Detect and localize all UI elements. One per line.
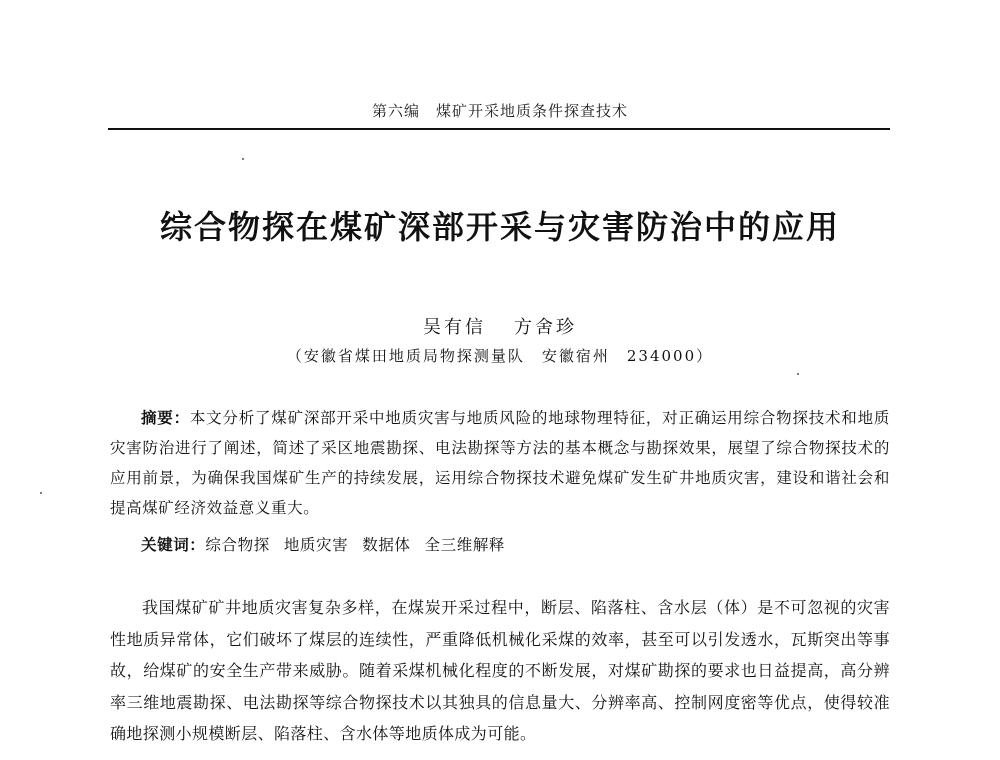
keyword: 地质灾害 — [283, 536, 349, 554]
header-rule — [108, 128, 890, 130]
body-paragraph: 我国煤矿矿井地质灾害复杂多样，在煤炭开采过程中，断层、陷落柱、含水层（体）是不可忽视的灾害性地质异常体，它们破坏了煤层的连续性，严重降低机械化采煤的效率，甚至可以引发透水，瓦斯突出等事故，给煤矿的安全生产带来威胁。随着采煤机械化程度的不断发展，对煤矿勘探的要求也日益提高，高分辨率三维地震勘探、电法勘探等综合物探技术以其独具的信息量大、分辨率高、控制网度密等优点，使得较准确地探测小规模断层、陷落柱、含水体等地质体成为可能。 — [110, 598, 890, 743]
running-header: 第六编 煤矿开采地质条件探查技术 — [371, 102, 628, 120]
abstract-label: 摘要： — [141, 409, 190, 427]
abstract — [110, 403, 890, 523]
keyword: 数据体 — [362, 536, 411, 554]
keyword: 综合物探 — [205, 536, 270, 554]
scan-speck — [40, 492, 42, 494]
author-list — [110, 313, 890, 339]
author-name: 方舍珍 — [514, 317, 577, 338]
scan-speck — [242, 158, 244, 160]
author-affiliation: （安徽省煤田地质局物探测量队 安徽宿州 234000） — [286, 347, 714, 365]
abstract-text: 本文分析了煤矿深部开采中地质灾害与地质风险的地球物理特征，对正确运用综合物探技术和地质灾害防治进行了阐述，简述了采区地震勘探、电法勘探等方法的基本概念与勘探效果，展望了综合物探技术的应用前景，为确保我国煤矿生产的持续发展，运用综合物探技术避免煤矿发生矿井地质灾害，建设和谐社会和提高煤矿经济效益意义重大。 — [110, 409, 890, 517]
keywords — [110, 533, 890, 555]
keyword: 全三维解释 — [424, 536, 506, 554]
author-name: 吴有信 — [423, 317, 486, 338]
keywords-label: 关键词： — [141, 536, 206, 554]
article-title: 综合物探在煤矿深部开采与灾害防治中的应用 — [159, 208, 840, 246]
scan-speck — [797, 373, 799, 375]
